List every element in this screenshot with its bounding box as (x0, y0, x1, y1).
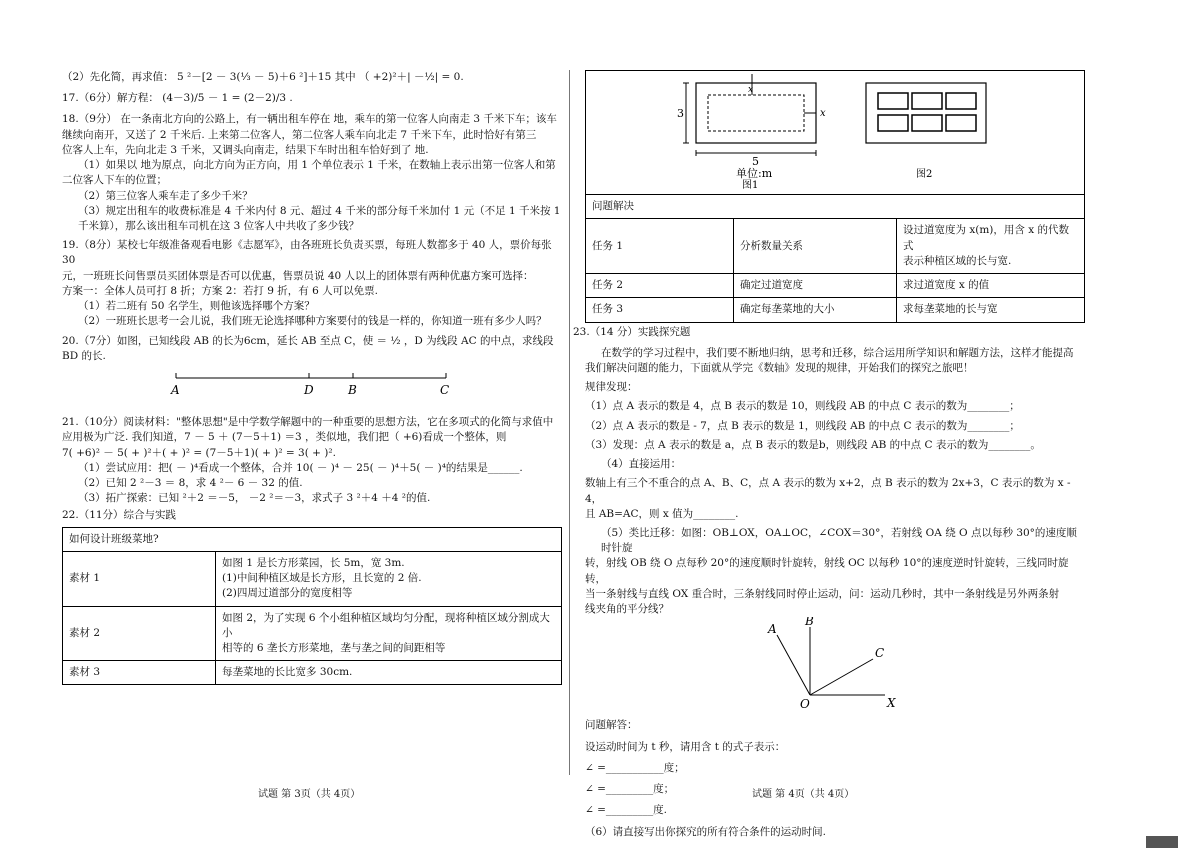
q21-line: 7( +6)² － 5( + )²＋( + )² = (7－5＋1)( + )² = 3( + )². (62, 446, 336, 459)
q19 (62, 238, 562, 329)
ray-b-label: B (805, 617, 814, 629)
q19-line: （1）若二班有 50 名学生，则他该选择哪个方案？ (78, 300, 315, 313)
table-row (63, 606, 562, 661)
row-line: 如图 2，为了实现 6 个小组种植区域均匀分配，现将种植区域分割成大小 (222, 611, 550, 639)
q22-material-table (62, 527, 562, 686)
row-line: (1)中间种植区域是长方形，且长宽的 2 倍. (222, 572, 422, 585)
q22-task-table (585, 70, 1085, 323)
q23-line: （4）直接运用： (601, 458, 682, 471)
problem-solve-header: 问题解决 (586, 195, 1085, 219)
answer-line: ∠ =___________度； (585, 761, 685, 774)
q18-line: 千米算），那么该出租车司机在这 3 位客人中共收了多少钱？ (78, 219, 360, 232)
row-label: 素材 3 (63, 661, 216, 685)
row-content (216, 551, 562, 606)
q18-line: 继续向南开，又送了 2 千米后. 上来第二位客人，第二位客人乘车向北走 7 千米下车，此时恰好有第三 (62, 128, 537, 141)
ray-x-label: X (887, 696, 896, 710)
answer-line: ∠ =_________度； (585, 783, 675, 796)
point-c-label: C (440, 382, 450, 397)
row-line: 如图 1 是长方形菜园，长 5m，宽 3m. (222, 556, 405, 569)
ray-c-label: C (875, 646, 885, 661)
q19-line: 元，一班班长问售票员买团体票是否可以优惠，售票员说 40 人以上的团体票有两种优惠方案可选择： (62, 269, 534, 282)
table-row (586, 274, 1085, 298)
point-o-label: O (800, 697, 810, 710)
q20 (62, 334, 562, 364)
q20-line: 20.（7分）如图，已知线段 AB 的长为6cm，延长 AB 至点 C，使 ＝ ½ ，D 为线段 AC 的中点，求线段 (62, 334, 554, 347)
angle-figure (585, 617, 1085, 709)
q23-line: 我们解决问题的能力，下面就从学完《数轴》发现的规律，开始我们的探究之旅吧！ (585, 361, 974, 374)
task-desc: 分析数量关系 (734, 219, 897, 274)
q23-line: （3）发现：点 A 表示的数是 a，点 B 表示的数是b，则线段 AB 的中点 C 表示的数为________。 (585, 438, 1041, 451)
column-divider (569, 70, 570, 775)
row-content (216, 606, 562, 661)
q16-part2: （2）先化简，再求值： 5 ²－[2 － 3(⅓ － 5)＋6 ²]＋15 其中 （ +2)²＋| －½| = 0. (62, 71, 464, 83)
dim-5-label: 5 (752, 155, 759, 168)
q21 (62, 415, 562, 506)
q23-line: 当一条射线与直线 OX 重合时，三条射线同时停止运动，问：运动几秒时，其中一条射线是另外两条射 (585, 587, 1060, 600)
q23-line: 且 AB=AC，则 x 值为________. (585, 507, 739, 520)
row-line: 每垄菜地的长比宽多 30cm. (222, 666, 353, 679)
table-row (586, 298, 1085, 322)
q20-line: BD 的长. (62, 349, 106, 362)
ray-a-label: A (768, 622, 777, 637)
q23-title: 23.（14 分）实践探究题 (573, 325, 691, 338)
footer-right: 试题 第 4页（共 4页） (752, 789, 855, 800)
point-a-label: A (171, 382, 180, 397)
q18-line: 二位客人下车的位置； (62, 174, 167, 187)
corner-block (1146, 836, 1178, 848)
footer-left: 试题 第 3页（共 4页） (258, 789, 361, 800)
answer-line: （6）请直接写出你探究的所有符合条件的运动时间. (585, 825, 827, 838)
task-goal: 求过道宽度 x 的值 (897, 274, 1085, 298)
figure-cell (586, 71, 1085, 195)
table-row (63, 661, 562, 685)
q19-line: 19.（8分）某校七年级准备观看电影《志愿军》，由各班班长负责买票，每班人数都多于 40 人，票价每张 30 (62, 239, 552, 267)
q21-line: （1）尝试应用：把( － )⁴看成一个整体，合并 10( － )⁴ － 25( － )⁴＋5( － )⁴的结果是______. (78, 461, 523, 474)
q18-line: 18.（9分） 在一条南北方向的公路上，有一辆出租车停在 地，乘车的第一位客人向南走 3 千米下车；该车 (62, 113, 557, 126)
row-content (216, 661, 562, 685)
task-goal: 求每垄菜地的长与宽 (897, 298, 1085, 322)
task-name: 任务 2 (586, 274, 734, 298)
point-d-label: D (304, 382, 314, 397)
q23-answers (585, 718, 1085, 839)
table-row (586, 219, 1085, 274)
figure-1-caption: 图1 (742, 180, 759, 189)
q19-line: 方案一：全体人员可打 8 折；方案 2：若打 9 折，有 6 人可以免票. (62, 284, 378, 297)
dim-x-right-label: x (820, 108, 826, 119)
planting-area-rect (708, 95, 804, 131)
q22-title: 22.（11分）综合与实践 (62, 509, 177, 522)
task-name: 任务 3 (586, 298, 734, 322)
q19-line: （2）一班班长思考一会儿说，我们班无论选择哪种方案要付的钱是一样的，你知道一班有多少人吗？ (78, 315, 547, 328)
table-row (63, 551, 562, 606)
q18-line: （2）第三位客人乘车走了多少千米？ (78, 189, 253, 202)
q21-line: （2）已知 2 ²－3 ＝ 8，求 4 ²－ 6 － 32 的值. (78, 477, 303, 490)
q18 (62, 112, 562, 234)
q17: 17.（6分）解方程： (4－3)/5 － 1 = (2－2)/3 . (62, 92, 293, 105)
q23-line: （2）点 A 表示的数是 - 7，点 B 表示的数是 1，则线段 AB 的中点 C 表示的数为________； (585, 419, 1020, 432)
answer-line: 问题解答： (585, 719, 638, 732)
task-name: 任务 1 (586, 219, 734, 274)
q18-line: （1）如果以 地为原点，向北方向为正方向，用 1 个单位表示 1 千米，在数轴上表示出第一位客人和第 (78, 159, 556, 172)
figure-2-caption: 图2 (916, 169, 933, 180)
row-line: (2)四周过道部分的宽度相等 (222, 587, 353, 600)
q18-line: 位客人上车，先向北走 3 千米，又调头向南走，结果下车时出租车恰好到了 地. (62, 143, 429, 156)
dim-3-label: 3 (677, 107, 684, 120)
row-label: 素材 1 (63, 551, 216, 606)
right-column (573, 70, 1085, 840)
q18-line: （3）规定出租车的收费标准是 4 千米内付 8 元、超过 4 千米的部分每千米加付 1 元（不足 1 千米按 1 (78, 204, 561, 217)
task-desc: 确定过道宽度 (734, 274, 897, 298)
q21-line: 21.（10分）阅读材料："整体思想"是中学数学解题中的一种重要的思想方法，它在多项式的化简与求值中 (62, 416, 554, 429)
table-header: 如何设计班级菜地? (63, 527, 562, 551)
garden-figures (586, 71, 1082, 189)
q23 (573, 325, 1085, 618)
garden-outer-rect (696, 83, 816, 143)
answer-line: ∠ =_________度. (585, 804, 668, 817)
q23-line: 规律发现： (585, 381, 638, 394)
q23-line: 线夹角的平分线？ (585, 603, 669, 616)
q21-line: 应用极为广泛. 我们知道，7 － 5 ＋ (7－5＋1) ＝3 ，类似地，我们把（ +6)看成一个整体，则 (62, 431, 507, 444)
left-column (62, 70, 562, 685)
q23-line: 在数学的学习过程中，我们要不断地归纳，思考和迁移，综合运用所学知识和解题方法，这样才能提高 (601, 346, 1074, 359)
task-goal (897, 219, 1085, 274)
segment-figure (62, 364, 562, 404)
row-line: 相等的 6 垄长方形菜地，垄与垄之间的间距相等 (222, 642, 446, 654)
q23-line: （5）类比迁移：如图：OB⊥OX，OA⊥OC，∠COX＝30°，若射线 OA 绕 O 点以每秒 30°的速度顺时针旋 (601, 526, 1077, 555)
point-b-label: B (348, 382, 357, 397)
goal-line: 设过道宽度为 x(m)，用含 x 的代数式 (903, 224, 1070, 252)
q23-line: 转，射线 OB 绕 O 点每秒 20°的速度顺时针旋转，射线 OC 以每秒 10°的速度逆时针旋转，三线同时旋转， (585, 557, 1069, 585)
answer-line: 设运动时间为 t 秒，请用含 t 的式子表示： (585, 740, 786, 753)
unit-label: 单位:m (736, 167, 773, 180)
goal-line: 表示种植区域的长与宽. (903, 254, 1012, 267)
task-desc: 确定每垄菜地的大小 (734, 298, 897, 322)
dim-x-top-label: x (748, 85, 754, 95)
row-label: 素材 2 (63, 606, 216, 661)
q23-line: 数轴上有三个不重合的点 A、B、C，点 A 表示的数为 x+2，点 B 表示的数为 2x+3，C 表示的数为 x - 4， (585, 477, 1071, 505)
garden-2-outer-rect (866, 83, 986, 143)
q21-line: （3）拓广探索：已知 ²＋2 ＝－5， －2 ²＝－3，求式子 3 ²＋4 ＋4 ²的值. (78, 492, 431, 505)
q23-line: （1）点 A 表示的数是 4，点 B 表示的数是 10，则线段 AB 的中点 C 表示的数为________； (585, 400, 1020, 413)
